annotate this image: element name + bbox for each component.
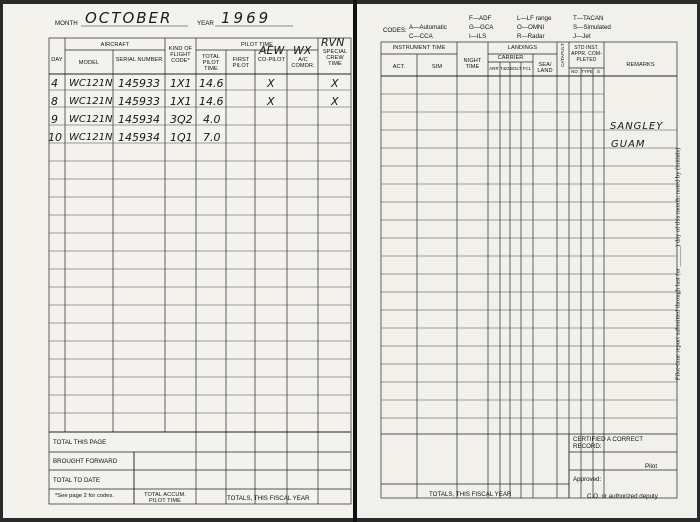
- year-label: YEAR: [197, 20, 214, 27]
- code-entry: R—Radar: [517, 33, 545, 40]
- header-day: DAY: [51, 57, 63, 63]
- header-sea-land: SEA/ LAND: [537, 62, 553, 74]
- row-kind: 3Q2: [170, 113, 193, 126]
- row-kind: 1X1: [170, 95, 192, 108]
- code-entry: F—ADF: [469, 15, 492, 22]
- row-crew-mark: X: [331, 77, 339, 90]
- row-total-time: 4.0: [203, 113, 221, 126]
- brought-forward-label: BROUGHT FORWARD: [53, 458, 118, 465]
- row-copilot-mark: X: [267, 77, 275, 90]
- header-serial: SERIAL NUMBER: [115, 57, 163, 63]
- code-entry: O—OMNI: [517, 24, 545, 31]
- header-fcl: FCL: [522, 66, 532, 71]
- row-model: WC121N: [69, 132, 113, 143]
- right-logbook-page: [357, 4, 697, 518]
- month-value: OCTOBER: [85, 9, 173, 27]
- codes-label: CODES:: [383, 27, 407, 34]
- row-serial: 145933: [118, 95, 160, 108]
- row-model: WC121N: [69, 78, 113, 89]
- side-note-wrapper: [663, 94, 693, 434]
- certified-label: CERTIFIED A CORRECT RECORD:: [573, 436, 643, 450]
- row-copilot-mark: X: [267, 95, 275, 108]
- totals-fiscal-year-label: TOTALS, THIS FISCAL YEAR: [429, 491, 512, 498]
- row-crew-mark: X: [331, 95, 339, 108]
- header-first-pilot: FIRST PILOT: [232, 57, 250, 69]
- header-aircraft: AIRCRAFT: [100, 42, 130, 48]
- row-serial: 145933: [118, 77, 160, 90]
- totals-fiscal-year-label: TOTALS, THIS FISCAL YEAR: [227, 495, 310, 502]
- co-signature-label: C.O. or authorized deputy: [587, 493, 658, 500]
- header-carrier: CARRIER: [497, 55, 524, 61]
- header-no: NO.: [570, 69, 580, 74]
- see-page-note: *See page 2 for codes.: [55, 493, 114, 499]
- pilot-signature-label: Pilot: [645, 463, 658, 470]
- header-catapult: CATAPULT: [560, 43, 565, 67]
- year-value: 1969: [221, 9, 272, 27]
- row-day: 8: [51, 95, 58, 108]
- header-act: ACT.: [392, 64, 406, 70]
- handwritten-rvn: RVN: [321, 36, 345, 49]
- right-grid-lines: [357, 4, 697, 518]
- code-entry: A—Automatic: [409, 24, 447, 31]
- code-entry: C—CCA: [409, 33, 433, 40]
- row-day: 4: [51, 77, 58, 90]
- row-day: 10: [48, 131, 62, 144]
- row-model: WC121N: [69, 96, 113, 107]
- header-instrument-time: INSTRUMENT TIME: [392, 45, 446, 51]
- header-ac-commander: A/C COMDR.: [291, 57, 315, 69]
- row-total-time: 14.6: [199, 95, 224, 108]
- header-landings: LANDINGS: [507, 45, 538, 51]
- header-kind-of-flight: KIND OF FLIGHT CODE*: [168, 46, 193, 64]
- header-std-inst-appr: STD INST. APPR. COM-PLETED: [571, 45, 602, 63]
- month-label: MONTH: [55, 20, 78, 27]
- left-logbook-page: [3, 4, 353, 518]
- approved-label: Approved:: [573, 476, 602, 483]
- code-entry: I—ILS: [469, 33, 487, 40]
- header-special-crew-time: SPECIAL CREW TIME: [322, 49, 348, 67]
- header-s: S: [596, 69, 601, 74]
- header-bolt: BOLT: [510, 66, 522, 71]
- row-total-time: 7.0: [203, 131, 221, 144]
- row-kind: 1X1: [170, 77, 192, 90]
- handwritten-wx: WX: [293, 44, 312, 57]
- handwritten-aew: AEW: [259, 44, 285, 57]
- total-accum-label: TOTAL ACCUM. PILOT TIME: [144, 492, 186, 504]
- row-day: 9: [51, 113, 58, 126]
- header-arr: ARR: [489, 66, 499, 71]
- header-total-pilot-time: TOTAL PILOT TIME: [201, 54, 220, 72]
- total-to-date-label: TOTAL TO DATE: [53, 477, 100, 484]
- header-type: TYPE: [581, 69, 593, 74]
- row-model: WC121N: [69, 114, 113, 125]
- code-entry: L—LF range: [517, 15, 552, 22]
- remark-entry: GUAM: [611, 139, 646, 150]
- row-serial: 145934: [118, 113, 160, 126]
- code-entry: J—Jet: [573, 33, 591, 40]
- total-this-page-label: TOTAL THIS PAGE: [53, 439, 107, 446]
- header-remarks: REMARKS: [626, 62, 655, 68]
- remark-entry: SANGLEY: [610, 121, 664, 132]
- pilot-time-report-note: Pilot-time report submitted through last (or ______) day of this month; noted by (initials): [674, 147, 682, 381]
- row-total-time: 14.6: [199, 77, 224, 90]
- code-entry: T—TACAN: [573, 15, 604, 22]
- header-night-time: NIGHT TIME: [463, 58, 482, 70]
- code-entry: S—Simulated: [573, 24, 611, 31]
- header-copilot: CO-PILOT: [257, 57, 286, 63]
- row-serial: 145934: [118, 131, 160, 144]
- header-sim: SIM: [431, 64, 443, 70]
- code-entry: G—GCA: [469, 24, 494, 31]
- header-model: MODEL: [78, 60, 100, 66]
- header-pilot-time: PILOT TIME: [241, 42, 273, 48]
- row-kind: 1Q1: [170, 131, 193, 144]
- header-tag: T&G: [500, 66, 510, 71]
